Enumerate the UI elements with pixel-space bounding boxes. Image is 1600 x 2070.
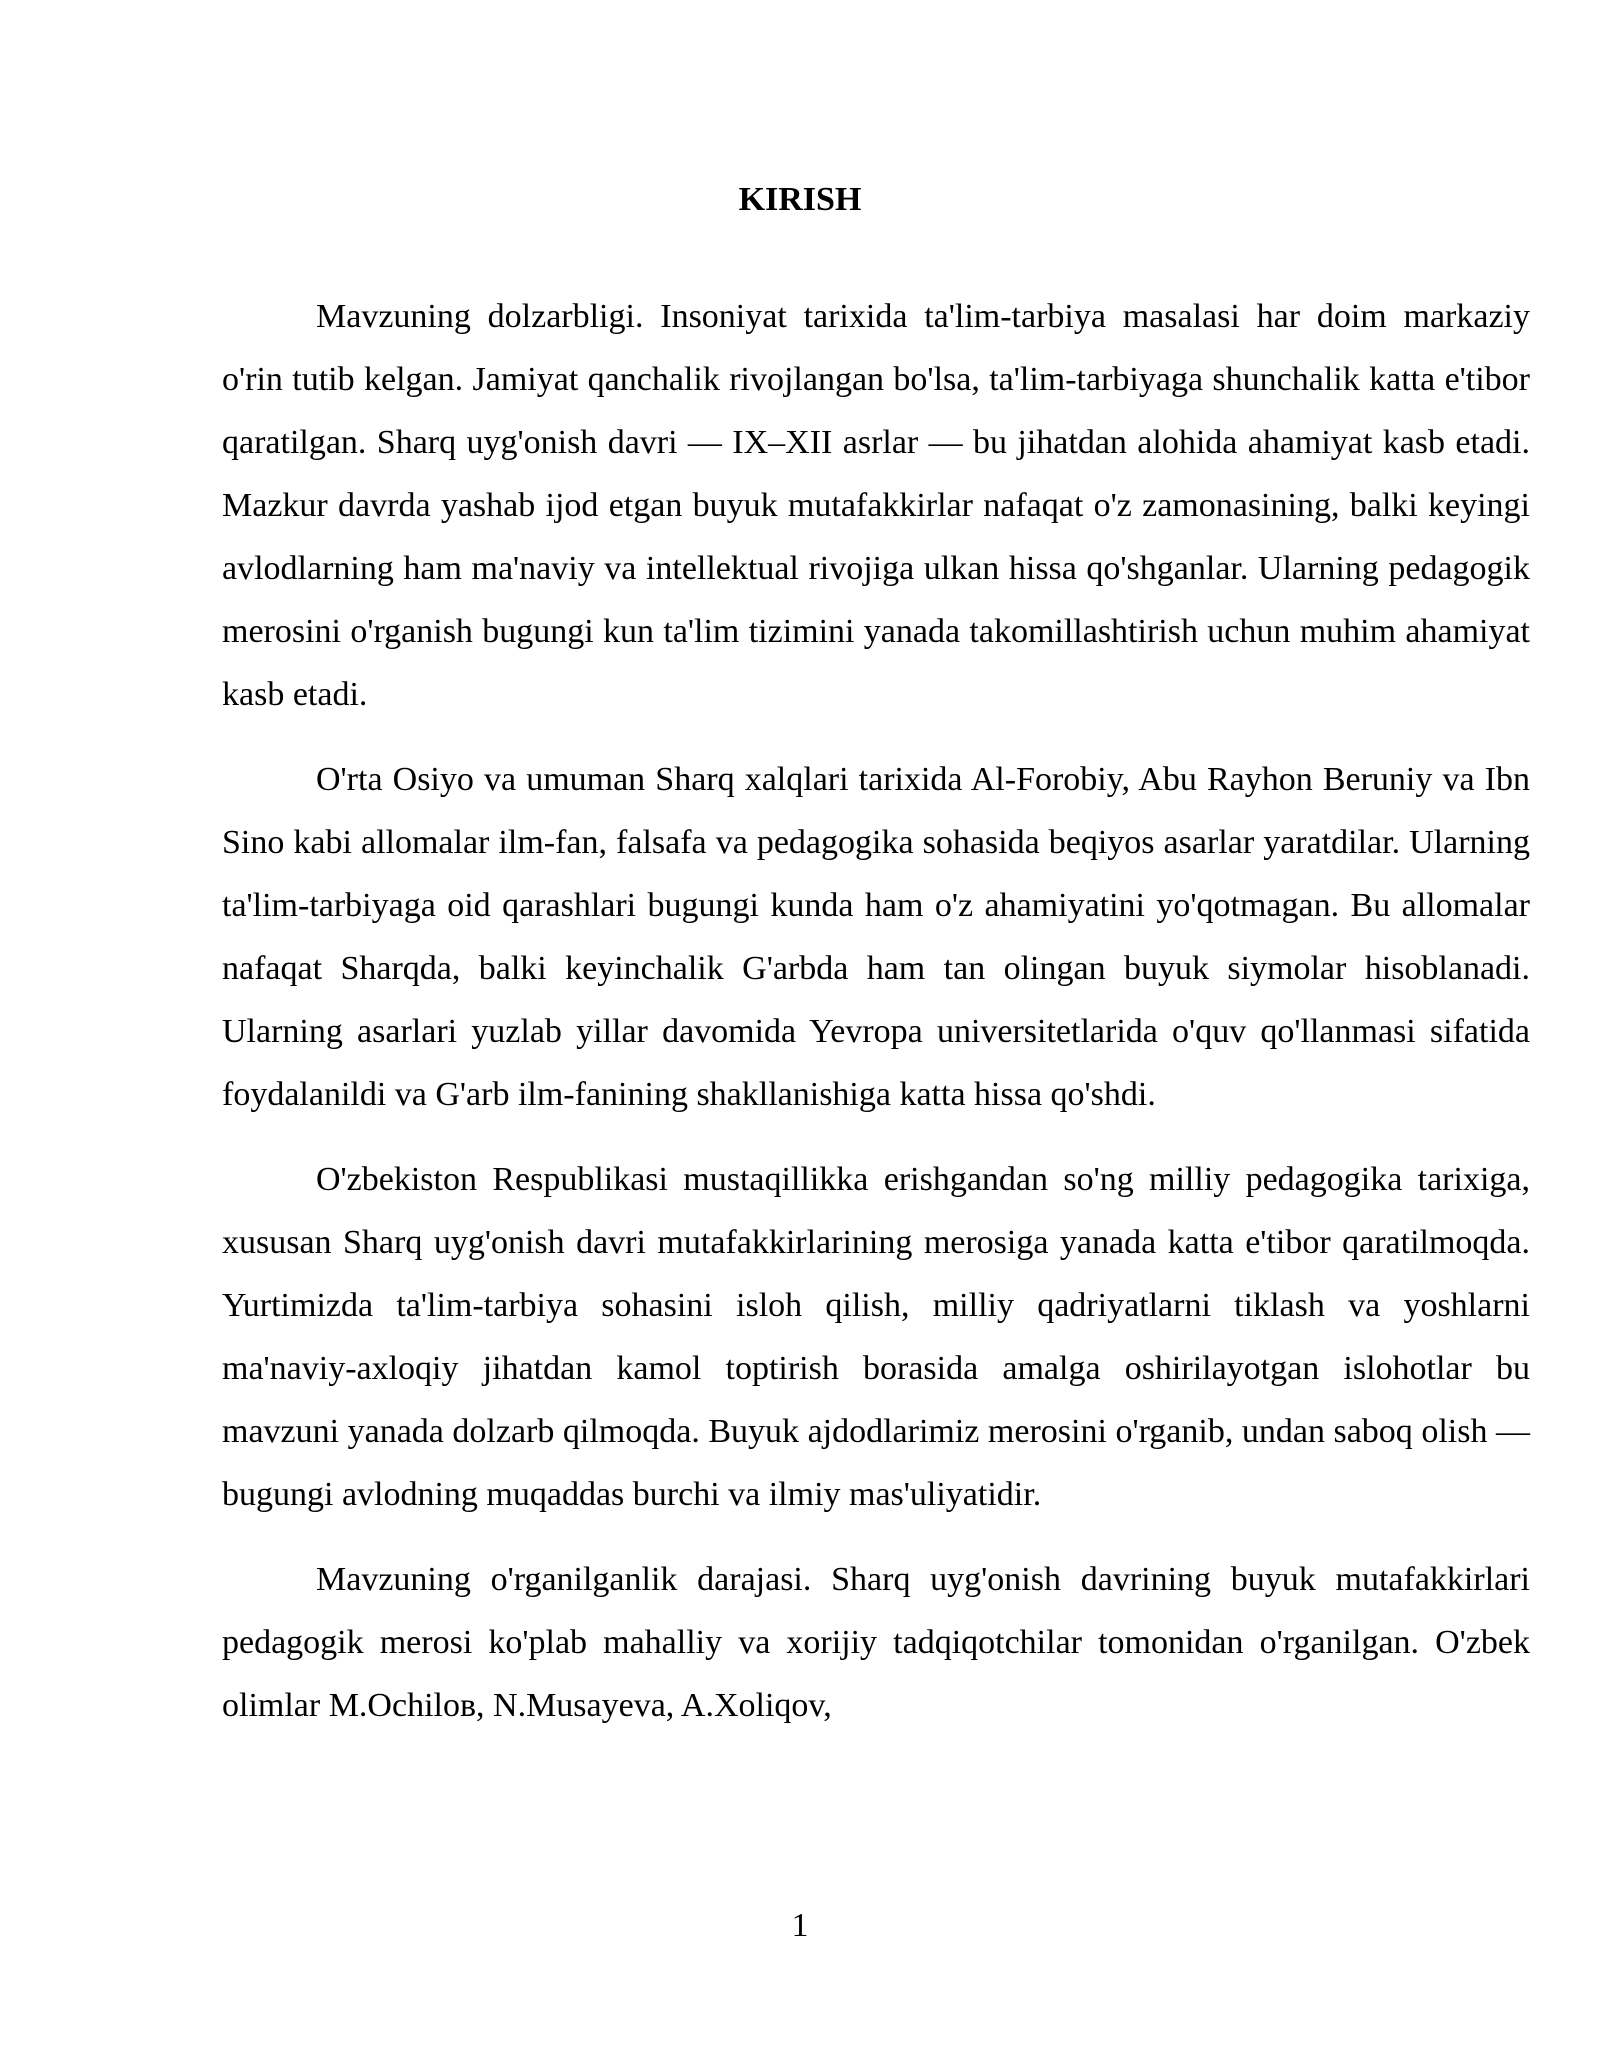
paragraph-research-degree: Mavzuning o'rganilganlik darajasi. Sharq uyg'onish davrining buyuk mutafakkirlari pedagogik merosi ko'plab mahalliy va xorijiy tadqiqotchilar tomonidan o'rganilgan. O'zbek olimlar M.Ochilов, N.Musayeva, A.Xoliqov, xyxy=(222,1561,1530,1724)
paragraph-scholars: O'rta Osiyo va umuman Sharq xalqlari tarixida Al-Forobiy, Abu Rayhon Beruniy va Ibn Sino kabi allomalar ilm-fan, falsafa va pedagogika sohasida beqiyos asarlar yaratdilar. Ularning ta'lim-tarbiyaga oid qarashlari bugungi kunda ham o'z ahamiyatini yo'qotmagan. Bu allomalar nafaqat Sharqda, balki keyinchalik G'arbda ham tan olingan buyuk siymolar hisoblanadi. Ularning asarlari yuzlab yillar davomida Yevropa universitetlarida o'quv qo'llanmasi sifatida foydalanildi va G'arb ilm-fanining shakllanishiga katta hissa qo'shdi. xyxy=(222,761,1530,1113)
page-title: KIRISH xyxy=(738,181,862,218)
body-text xyxy=(222,285,1530,1759)
page-number: 1 xyxy=(791,1907,809,1944)
paragraph-independence: O'zbekiston Respublikasi mustaqillikka erishgandan so'ng milliy pedagogika tarixiga, xususan Sharq uyg'onish davri mutafakkirlarining merosiga yanada katta e'tibor qaratilmoqda. Yurtimizda ta'lim-tarbiya sohasini isloh qilish, milliy qadriyatlarni tiklash va yoshlarni ma'naviy-axloqiy jihatdan kamol toptirish borasida amalga oshirilayotgan islohotlar bu mavzuni yanada dolzarb qilmoqda. Buyuk ajdodlarimiz merosini o'rganib, undan saboq olish — bugungi avlodning muqaddas burchi va ilmiy mas'uliyatidir. xyxy=(222,1161,1530,1513)
paragraph-relevance: Mavzuning dolzarbligi. Insoniyat tarixida ta'lim-tarbiya masalasi har doim markaziy o'rin tutib kelgan. Jamiyat qanchalik rivojlangan bo'lsa, ta'lim-tarbiyaga shunchalik katta e'tibor qaratilgan. Sharq uyg'onish davri — IX–XII asrlar — bu jihatdan alohida ahamiyat kasb etadi. Mazkur davrda yashab ijod etgan buyuk mutafakkirlar nafaqat o'z zamonasining, balki keyingi avlodlarning ham ma'naviy va intellektual rivojiga ulkan hissa qo'shganlar. Ularning pedagogik merosini o'rganish bugungi kun ta'lim tizimini yanada takomillashtirish uchun muhim ahamiyat kasb etadi. xyxy=(222,298,1530,713)
